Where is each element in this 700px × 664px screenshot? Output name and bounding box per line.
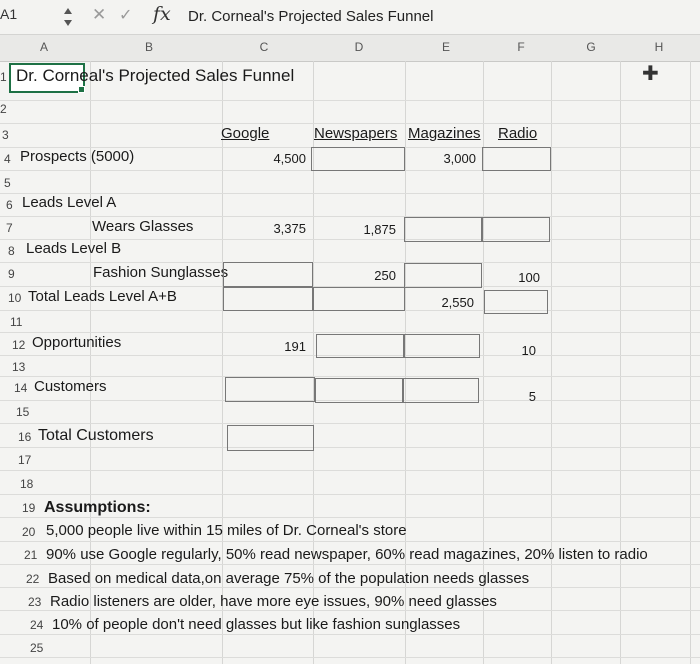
row-header[interactable]: 7 bbox=[6, 221, 13, 235]
value-glasses-google[interactable]: 3,375 bbox=[273, 221, 306, 236]
value-total-leads-magazines[interactable]: 2,550 bbox=[441, 295, 474, 310]
input-cell-customers-newspapers[interactable] bbox=[315, 378, 403, 403]
header-magazines[interactable]: Magazines bbox=[408, 125, 481, 142]
label-fashion-sunglasses[interactable]: Fashion Sunglasses bbox=[93, 264, 229, 281]
row-header[interactable]: 10 bbox=[8, 291, 22, 305]
confirm-icon[interactable]: ✓ bbox=[119, 7, 133, 24]
row-header[interactable]: 19 bbox=[22, 501, 36, 515]
value-prospects-magazines[interactable]: 3,000 bbox=[443, 151, 476, 166]
row-header[interactable]: 22 bbox=[26, 572, 40, 586]
value-customers-radio[interactable]: 5 bbox=[528, 389, 536, 404]
column-header-g[interactable]: G bbox=[586, 40, 596, 54]
cancel-icon[interactable]: ✕ bbox=[92, 5, 107, 24]
row-header[interactable]: 14 bbox=[14, 381, 28, 395]
gridline bbox=[0, 657, 700, 658]
formula-input[interactable]: Dr. Corneal's Projected Sales Funnel bbox=[188, 8, 434, 25]
label-total-customers[interactable]: Total Customers bbox=[38, 427, 154, 444]
formula-bar bbox=[0, 0, 700, 35]
row-header[interactable]: 15 bbox=[16, 405, 30, 419]
value-sunglasses-newspapers[interactable]: 250 bbox=[374, 268, 396, 283]
row-header[interactable]: 5 bbox=[4, 176, 11, 190]
row-header[interactable]: 23 bbox=[28, 595, 42, 609]
input-cell-sunglasses-google[interactable] bbox=[223, 262, 313, 287]
column-header-d[interactable]: D bbox=[354, 40, 364, 54]
input-cell-prospects-radio[interactable] bbox=[482, 147, 551, 171]
input-cell-glasses-magazines[interactable] bbox=[404, 217, 482, 242]
column-header-f[interactable]: F bbox=[517, 40, 525, 54]
assumption-item[interactable]: 5,000 people live within 15 miles of Dr. Corneal's store bbox=[46, 522, 407, 539]
row-header[interactable]: 3 bbox=[2, 128, 9, 142]
gridline bbox=[0, 423, 700, 424]
header-newspapers[interactable]: Newspapers bbox=[314, 125, 398, 142]
gridline bbox=[0, 564, 700, 565]
input-cell-customers-magazines[interactable] bbox=[403, 378, 479, 403]
row-header[interactable]: 1 bbox=[0, 70, 7, 84]
input-cell-total-leads-radio[interactable] bbox=[484, 290, 548, 314]
gridline bbox=[0, 262, 700, 263]
header-google[interactable]: Google bbox=[221, 125, 270, 142]
sheet-title[interactable]: Dr. Corneal's Projected Sales Funnel bbox=[16, 66, 295, 85]
input-cell-sunglasses-magazines[interactable] bbox=[404, 263, 482, 288]
row-header[interactable]: 4 bbox=[4, 152, 11, 166]
gridline bbox=[0, 541, 700, 542]
value-sunglasses-radio[interactable]: 100 bbox=[518, 270, 540, 285]
assumption-item[interactable]: Radio listeners are older, have more eye issues, 90% need glasses bbox=[50, 593, 497, 610]
row-header[interactable]: 13 bbox=[12, 360, 26, 374]
gridline bbox=[0, 494, 700, 495]
gridline bbox=[0, 634, 700, 635]
value-glasses-newspapers[interactable]: 1,875 bbox=[363, 222, 396, 237]
label-opportunities[interactable]: Opportunities bbox=[32, 334, 122, 351]
label-total-leads[interactable]: Total Leads Level A+B bbox=[28, 288, 177, 305]
row-header[interactable]: 9 bbox=[8, 267, 15, 281]
input-cell-total-leads-google[interactable] bbox=[223, 287, 313, 311]
input-cell-total-customers[interactable] bbox=[227, 425, 314, 451]
input-cell-customers-google[interactable] bbox=[225, 377, 315, 402]
row-header[interactable]: 8 bbox=[8, 244, 15, 258]
function-icon[interactable]: fx bbox=[153, 3, 171, 25]
gridline bbox=[0, 376, 700, 377]
cell-cursor-icon: ✚ bbox=[642, 63, 659, 85]
label-assumptions[interactable]: Assumptions: bbox=[44, 499, 151, 516]
gridline bbox=[0, 610, 700, 611]
row-header[interactable]: 18 bbox=[20, 477, 34, 491]
row-header[interactable]: 21 bbox=[24, 548, 38, 562]
input-cell-total-leads-newspapers[interactable] bbox=[313, 287, 405, 311]
input-cell-prospects-newspapers[interactable] bbox=[311, 147, 405, 171]
row-header[interactable]: 6 bbox=[6, 198, 13, 212]
gridline bbox=[0, 517, 700, 518]
value-opportunities-radio[interactable]: 10 bbox=[521, 343, 536, 358]
header-radio[interactable]: Radio bbox=[498, 125, 538, 142]
gridline bbox=[551, 61, 552, 664]
input-cell-opportunities-magazines[interactable] bbox=[404, 334, 480, 358]
column-header-a[interactable]: A bbox=[39, 40, 48, 54]
gridline bbox=[0, 123, 700, 124]
column-header-c[interactable]: C bbox=[259, 40, 269, 54]
label-wears-glasses[interactable]: Wears Glasses bbox=[92, 218, 194, 235]
gridline bbox=[0, 332, 700, 333]
value-prospects-google[interactable]: 4,500 bbox=[273, 151, 306, 166]
name-box[interactable]: A1 bbox=[0, 6, 18, 22]
column-header-b[interactable]: B bbox=[144, 40, 153, 54]
row-header[interactable]: 24 bbox=[30, 618, 44, 632]
selection-handle[interactable] bbox=[78, 86, 85, 93]
input-cell-glasses-radio[interactable] bbox=[482, 217, 550, 242]
gridline bbox=[690, 61, 691, 664]
row-header[interactable]: 17 bbox=[18, 453, 32, 467]
assumption-item[interactable]: 10% of people don't need glasses but like fashion sunglasses bbox=[52, 616, 461, 633]
row-header[interactable]: 25 bbox=[30, 641, 44, 655]
gridline bbox=[620, 61, 621, 664]
column-header-e[interactable]: E bbox=[441, 40, 450, 54]
label-leads-a[interactable]: Leads Level A bbox=[22, 194, 117, 211]
stepper-icon[interactable] bbox=[63, 6, 73, 28]
label-customers[interactable]: Customers bbox=[34, 378, 107, 395]
input-cell-opportunities-newspapers[interactable] bbox=[316, 334, 404, 358]
gridline bbox=[0, 447, 700, 448]
label-leads-b[interactable]: Leads Level B bbox=[26, 240, 122, 257]
value-opportunities-google[interactable]: 191 bbox=[284, 339, 306, 354]
label-prospects[interactable]: Prospects (5000) bbox=[20, 148, 135, 165]
row-header[interactable]: 12 bbox=[12, 338, 26, 352]
column-headers bbox=[0, 35, 700, 62]
gridline bbox=[0, 100, 700, 101]
row-header[interactable]: 2 bbox=[0, 102, 7, 116]
gridline bbox=[0, 216, 700, 217]
row-header[interactable]: 20 bbox=[22, 525, 36, 539]
gridline bbox=[0, 587, 700, 588]
column-header-h[interactable]: H bbox=[654, 40, 664, 54]
gridline bbox=[0, 470, 700, 471]
row-header[interactable]: 11 bbox=[10, 315, 23, 329]
assumption-item[interactable]: Based on medical data,on average 75% of the population needs glasses bbox=[48, 570, 530, 587]
row-header[interactable]: 16 bbox=[18, 430, 32, 444]
assumption-item[interactable]: 90% use Google regularly, 50% read newspaper, 60% read magazines, 20% listen to radio bbox=[46, 546, 648, 563]
